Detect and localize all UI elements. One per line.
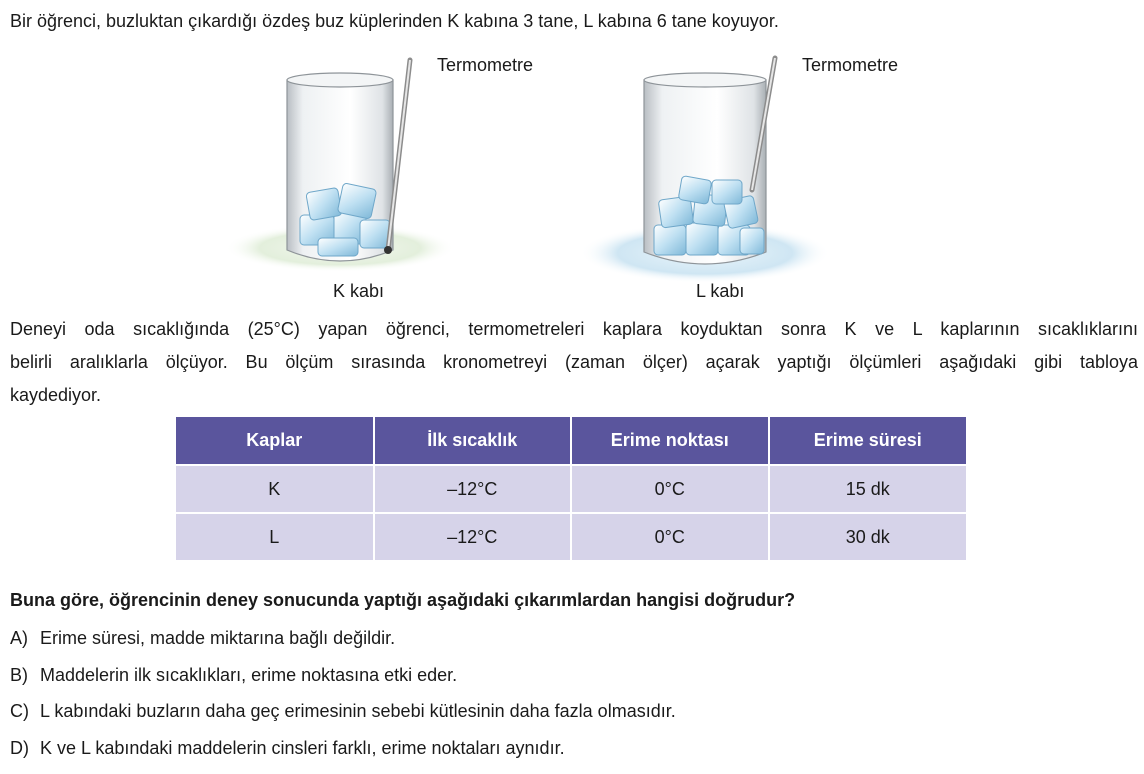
table-cell: –12°C (374, 465, 572, 513)
header-ilk-sicaklik: İlk sıcaklık (374, 417, 572, 465)
table-cell: L (176, 513, 374, 560)
option-text: Erime süresi, madde miktarına bağlı değildir. (40, 628, 395, 648)
beaker-l (580, 58, 830, 283)
option-text: Maddelerin ilk sıcaklıkları, erime noktasına etki eder. (40, 665, 457, 685)
thermometer-label-l: Termometre (802, 55, 898, 76)
results-table (176, 417, 966, 560)
cup-k-label: K kabı (333, 281, 384, 302)
table-row (176, 465, 966, 513)
experiment-paragraph (10, 313, 1138, 412)
header-erime-suresi: Erime süresi (769, 417, 967, 465)
option-letter: B) (10, 665, 40, 686)
paragraph-line-1: Deneyi oda sıcaklığında (25°C) yapan öğrenci, termometreleri kaplara koyduktan sonra K ve L kaplarının sıcaklıklarını (10, 313, 1138, 346)
option-d[interactable] (10, 738, 676, 774)
table-row (176, 513, 966, 560)
table-header-row (176, 417, 966, 465)
table-cell: –12°C (374, 513, 572, 560)
question-text: Buna göre, öğrencinin deney sonucunda yaptığı aşağıdaki çıkarımlardan hangisi doğrudur? (10, 590, 795, 611)
table-cell: 0°C (571, 513, 769, 560)
beakers-illustration (0, 40, 1144, 310)
table-cell: 0°C (571, 465, 769, 513)
answer-options (10, 628, 676, 774)
option-letter: D) (10, 738, 40, 759)
beaker-k (225, 60, 455, 272)
intro-text: Bir öğrenci, buzluktan çıkardığı özdeş buz küplerinden K kabına 3 tane, L kabına 6 tane koyuyor. (10, 11, 779, 32)
table-cell: 30 dk (769, 513, 967, 560)
option-a[interactable] (10, 628, 676, 665)
table-cell: 15 dk (769, 465, 967, 513)
thermometer-label-k: Termometre (437, 55, 533, 76)
option-b[interactable] (10, 665, 676, 702)
option-text: L kabındaki buzların daha geç erimesinin sebebi kütlesinin daha fazla olmasıdır. (40, 701, 676, 721)
header-kaplar: Kaplar (176, 417, 374, 465)
header-erime-noktasi: Erime noktası (571, 417, 769, 465)
table-cell: K (176, 465, 374, 513)
experiment-figure (0, 40, 1144, 310)
option-text: K ve L kabındaki maddelerin cinsleri farklı, erime noktaları aynıdır. (40, 738, 565, 758)
option-letter: A) (10, 628, 40, 649)
cup-l-label: L kabı (696, 281, 744, 302)
paragraph-line-3: kaydediyor. (10, 379, 1138, 412)
paragraph-line-2: belirli aralıklarla ölçüyor. Bu ölçüm sırasında kronometreyi (zaman ölçer) açarak yaptığı ölçümleri aşağıdaki gibi tabloya (10, 346, 1138, 379)
option-c[interactable] (10, 701, 676, 738)
option-letter: C) (10, 701, 40, 722)
